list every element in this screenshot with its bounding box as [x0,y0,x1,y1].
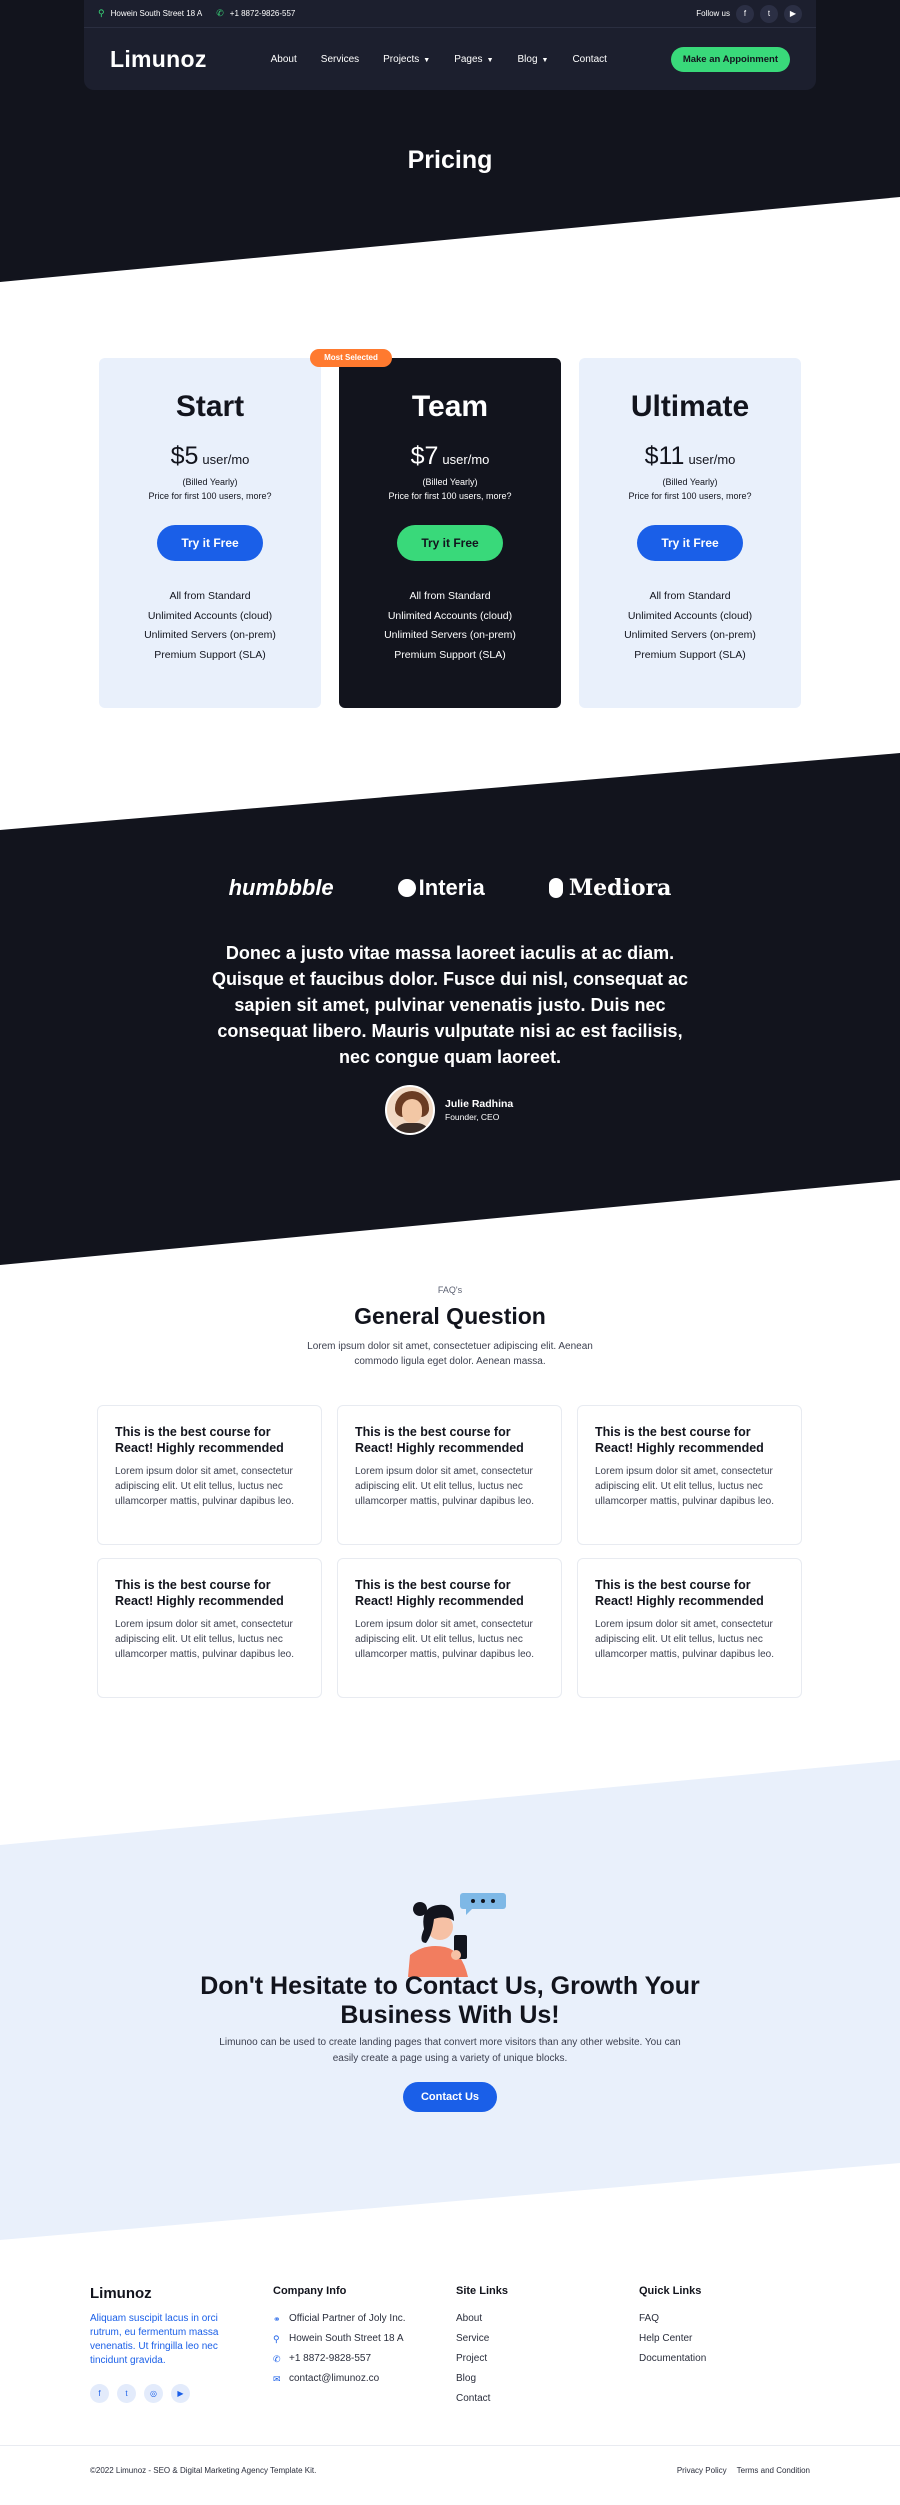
footer [0,2270,900,2505]
quick-links-list [639,2309,706,2369]
try-free-button[interactable]: Try it Free [397,525,503,561]
faq-answer: Lorem ipsum dolor sit amet, consectetur adipiscing elit. Ut elit tellus, luctus nec ullamcorper mattis, pulvinar dapibus leo. [595,1466,774,1507]
follow-us [696,5,802,23]
feature-item: Unlimited Accounts (cloud) [387,609,513,622]
faq-question: This is the best course for React! Highly recommended [115,1425,284,1455]
header [84,0,816,90]
nav-item-projects[interactable] [383,54,430,65]
phone-icon: ✆ [273,2354,281,2364]
instagram-icon[interactable]: ◎ [144,2384,163,2403]
nav-item-blog[interactable] [518,54,549,65]
plan-name: Ultimate [630,390,750,423]
footer-logo[interactable]: Limunoz [90,2285,152,2302]
footer-column-title: Site Links [456,2285,508,2297]
footer-bottom-bar [90,2466,810,2475]
avatar [385,1085,435,1135]
feature-item: Unlimited Accounts (cloud) [627,609,753,622]
brand-logo-humbbble: humbbble [228,875,334,900]
quick-link[interactable]: Documentation [639,2353,707,2364]
feature-item: Unlimited Servers (on-prem) [384,629,516,641]
faq-card[interactable] [577,1405,802,1545]
company-info-item[interactable] [273,2349,406,2369]
address-text: Howein South Street 18 A [110,9,203,18]
faq-card[interactable] [97,1558,322,1698]
terms-link[interactable]: Terms and Condition [736,2466,810,2475]
interia-icon [398,879,416,897]
footer-column-title: Company Info [273,2285,347,2297]
billing-period: (Billed Yearly) [182,477,238,487]
author-name: Julie Radhina [445,1098,514,1110]
twitter-icon[interactable]: t [117,2384,136,2403]
nav-label: About [270,53,297,65]
phone-item[interactable] [216,8,295,19]
footer-company-column [273,2285,406,2389]
footer-column-title: Quick Links [639,2285,702,2297]
feature-item: All from Standard [169,590,251,602]
faq-kicker: FAQ's [437,1285,463,1295]
nav-label: Pages [454,53,483,65]
woman-with-phone-illustration [390,1885,510,1980]
phone-text: +1 8872-9826-557 [229,9,296,18]
top-info-bar [84,0,816,28]
nav-label: Projects [383,53,420,65]
nav-item-contact[interactable] [572,54,606,65]
company-info-list [273,2309,406,2389]
facebook-icon[interactable]: f [736,5,754,23]
site-link[interactable]: Project [456,2353,488,2364]
brand-logo-mediora [549,875,672,901]
nav-label: Services [320,53,360,65]
plan-price [579,442,801,471]
feature-list [99,587,321,665]
feature-item: Unlimited Servers (on-prem) [624,629,756,641]
contact-us-button[interactable]: Contact Us [403,2082,497,2112]
plan-card-ultimate [579,358,801,708]
feature-list [579,587,801,665]
quick-link[interactable]: Help Center [639,2333,693,2344]
page-title: Pricing [407,146,493,174]
footer-about-text: Aliquam suscipit lacus in orci rutrum, eu fermentum massa venenatis. Ut fringilla leo nec tincidunt gravida. [90,2313,219,2366]
site-link[interactable]: Contact [456,2393,491,2404]
phone-icon: ✆ [216,8,224,18]
price-value: $7 [410,442,439,470]
email-icon: ✉ [273,2374,281,2384]
mediora-icon [549,878,563,898]
faq-card[interactable] [97,1405,322,1545]
plan-price [339,442,561,471]
legal-links [677,2466,810,2475]
chevron-down-icon: ▼ [486,56,494,64]
brand-name: Interia [418,875,485,900]
privacy-policy-link[interactable]: Privacy Policy [676,2466,727,2475]
company-info-text: Official Partner of Joly Inc. [289,2313,406,2324]
price-unit: user/mo [202,452,250,467]
billing-period: (Billed Yearly) [422,477,478,487]
plan-name: Start [175,390,245,423]
price-note: Price for first 100 users, more? [148,491,272,501]
most-selected-badge: Most Selected [310,349,392,367]
price-unit: user/mo [688,452,736,467]
site-link[interactable]: Service [456,2333,490,2344]
faq-title: General Question [354,1303,546,1329]
plan-card-start [99,358,321,708]
site-link[interactable]: Blog [456,2373,477,2384]
link-icon: ⚭ [273,2314,281,2324]
feature-item: Unlimited Servers (on-prem) [144,629,276,641]
testimonial-section [0,745,900,1270]
appointment-button[interactable]: Make an Appoinment [671,47,790,72]
contact-section [0,1755,900,2240]
quick-link[interactable]: FAQ [639,2313,660,2324]
location-pin-icon: ⚲ [98,8,105,18]
faq-answer: Lorem ipsum dolor sit amet, consectetur adipiscing elit. Ut elit tellus, luctus nec ullamcorper mattis, pulvinar dapibus leo. [355,1619,534,1660]
feature-item: Premium Support (SLA) [154,648,266,661]
pricing-plans [99,358,802,708]
youtube-icon[interactable]: ▶ [171,2384,190,2403]
address-item [98,8,202,19]
nav-label: Contact [572,53,607,65]
feature-item: Premium Support (SLA) [634,648,746,661]
faq-card[interactable] [337,1558,562,1698]
chevron-down-icon: ▼ [541,56,549,64]
faq-answer: Lorem ipsum dolor sit amet, consectetur adipiscing elit. Ut elit tellus, luctus nec ullamcorper mattis, pulvinar dapibus leo. [115,1619,294,1660]
company-info-item [273,2309,406,2329]
youtube-icon[interactable]: ▶ [784,5,802,23]
company-info-text: contact@limunoz.co [289,2373,380,2384]
feature-item: Premium Support (SLA) [394,648,506,661]
hero-section [0,0,900,285]
footer-quick-links-column [639,2285,706,2369]
avatar-body [393,1123,431,1135]
site-links-list [456,2309,508,2409]
faq-answer: Lorem ipsum dolor sit amet, consectetur adipiscing elit. Ut elit tellus, luctus nec ullamcorper mattis, pulvinar dapibus leo. [115,1466,294,1507]
company-info-text: Howein South Street 18 A [289,2333,404,2344]
twitter-icon[interactable]: t [760,5,778,23]
footer-site-links-column [456,2285,508,2409]
nav-item-services[interactable] [321,54,359,65]
copyright-text: ©2022 Limunoz - SEO & Digital Marketing Agency Template Kit. [90,2466,317,2475]
billing-period: (Billed Yearly) [662,477,718,487]
contact-subtitle: Limunoo can be used to create landing pages that convert more visitors than any other website. You can easily create a page using a variety of unique blocks. [219,2037,681,2064]
author-role: Founder, CEO [445,1112,500,1122]
price-value: $11 [644,442,685,470]
nav-item-about[interactable] [271,54,297,65]
author-info [445,1098,513,1122]
brand-logo-interia [398,875,485,901]
faq-question: This is the best course for React! Highly recommended [355,1425,524,1455]
nav-label: Blog [517,53,538,65]
faq-answer: Lorem ipsum dolor sit amet, consectetur adipiscing elit. Ut elit tellus, luctus nec ullamcorper mattis, pulvinar dapibus leo. [595,1619,774,1660]
price-note: Price for first 100 users, more? [628,491,752,501]
site-link[interactable]: About [456,2313,483,2324]
facebook-icon[interactable]: f [90,2384,109,2403]
brand-logos [0,875,900,901]
faq-question: This is the best course for React! Highly recommended [595,1578,764,1608]
nav-menu [271,54,607,65]
company-info-text: +1 8872-9828-557 [289,2353,372,2364]
footer-socials [90,2384,230,2403]
faq-card[interactable] [577,1558,802,1698]
avatar-face [402,1099,422,1123]
plan-price [99,442,321,471]
contact-title: Don't Hesitate to Contact Us, Growth Your Business With Us! [200,1972,700,2029]
faq-question: This is the best course for React! Highly recommended [595,1425,764,1455]
footer-about-column [90,2285,230,2403]
logo[interactable]: Limunoz [110,45,207,72]
feature-item: Unlimited Accounts (cloud) [147,609,273,622]
faq-question: This is the best course for React! Highly recommended [115,1578,284,1608]
price-note: Price for first 100 users, more? [388,491,512,501]
company-info-item[interactable] [273,2369,406,2389]
testimonial-author [385,1085,513,1135]
testimonial-quote: Donec a justo vitae massa laoreet iaculis at ac diam. Quisque et faucibus dolor. Fusce dui nisl, consequat ac sapien sit amet, pulvinar venenatis justo. Duis nec consequat libero. Mauris vulputate nisi ac est facilisis, nec congue quam laoreet. [211,943,689,1067]
faq-card[interactable] [337,1405,562,1545]
faq-question: This is the best course for React! Highly recommended [355,1578,524,1608]
nav-item-pages[interactable] [454,54,493,65]
chevron-down-icon: ▼ [423,56,431,64]
try-free-button[interactable]: Try it Free [637,525,743,561]
plan-name: Team [411,390,489,423]
price-value: $5 [170,442,199,470]
company-info-item [273,2329,406,2349]
brand-name: Mediora [568,875,672,901]
faq-answer: Lorem ipsum dolor sit amet, consectetur adipiscing elit. Ut elit tellus, luctus nec ullamcorper mattis, pulvinar dapibus leo. [355,1466,534,1507]
feature-list [339,587,561,665]
feature-item: All from Standard [409,590,491,602]
follow-label: Follow us [696,9,730,18]
feature-item: All from Standard [649,590,731,602]
plan-card-team [339,358,561,708]
try-free-button[interactable]: Try it Free [157,525,263,561]
price-unit: user/mo [442,452,490,467]
footer-divider [0,2445,900,2446]
faq-subtitle: Lorem ipsum dolor sit amet, consectetuer adipiscing elit. Aenean commodo ligula eget dolor. Aenean massa. [307,1341,593,1367]
main-nav [84,28,816,90]
location-pin-icon: ⚲ [273,2334,280,2344]
